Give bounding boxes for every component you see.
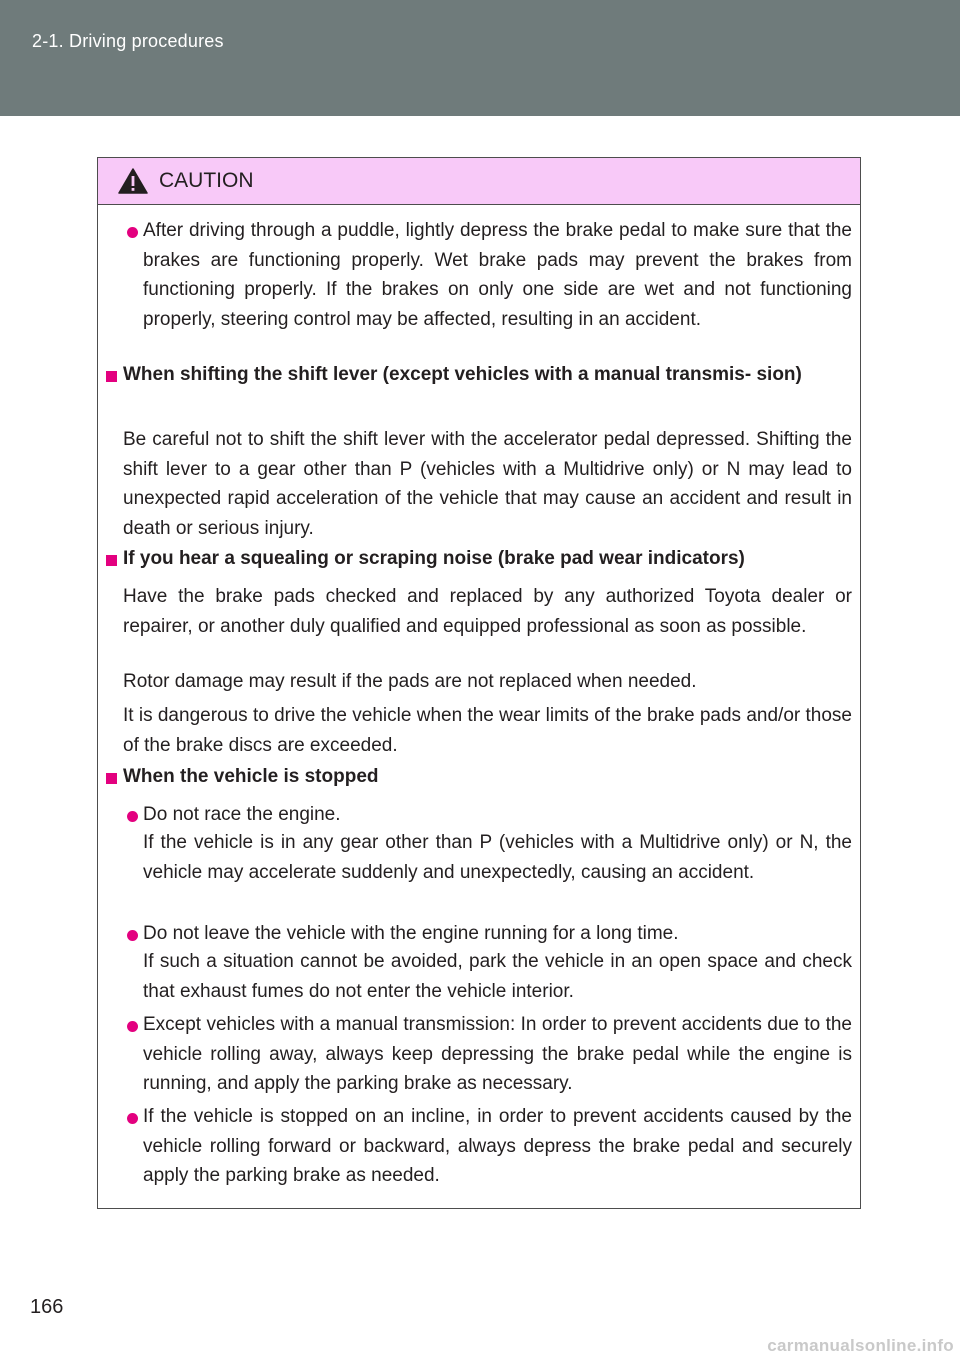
caution-paragraph: Have the brake pads checked and replaced by any authorized Toyota dealer or repairer, or another duly qualified and equipped professional as soon as possible. — [123, 586, 852, 637]
caution-paragraph: If such a situation cannot be avoided, park the vehicle in an open space and check that exhaust fumes do not enter the vehicle interior. — [143, 951, 852, 1002]
caution-paragraph: After driving through a puddle, lightly depress the brake pedal to make sure that the brakes are functioning properly. Wet brake pads may prevent the brakes from functioning properly. If the brakes on only one side are wet and not functioning properly, steering control may be affected, resulting in an accident. — [143, 220, 852, 330]
section-title: 2-1. Driving procedures — [32, 31, 224, 51]
caution-paragraph: If the vehicle is in any gear other than P (vehicles with a Multidrive only) or N, the vehicle may accelerate suddenly and unexpectedly, causing an accident. — [143, 832, 852, 883]
bullet-icon — [127, 1113, 138, 1124]
subheading: When the vehicle is stopped — [123, 766, 379, 787]
caution-header — [98, 158, 860, 205]
page-header — [0, 0, 960, 116]
section-bullet-icon — [106, 555, 117, 566]
caution-paragraph: It is dangerous to drive the vehicle when the wear limits of the brake pads and/or those of the brake discs are exceeded. — [123, 705, 852, 756]
bullet-icon — [127, 1021, 138, 1032]
bullet-icon — [127, 227, 138, 238]
subheading: When shifting the shift lever (except vehicles with a manual transmis- sion) — [123, 364, 802, 385]
watermark: carmanualsonline.info — [767, 1336, 954, 1355]
bullet-icon — [127, 930, 138, 941]
caution-paragraph: Rotor damage may result if the pads are not replaced when needed. — [123, 671, 697, 692]
section-bullet-icon — [106, 371, 117, 382]
section-bullet-icon — [106, 773, 117, 784]
page-number: 166 — [30, 1296, 64, 1318]
bullet-icon — [127, 811, 138, 822]
caution-paragraph: If the vehicle is stopped on an incline, in order to prevent accidents caused by the vehicle rolling forward or backward, always depress the brake pedal and securely apply the parking brake as needed. — [143, 1106, 852, 1186]
caution-paragraph: Except vehicles with a manual transmission: In order to prevent accidents due to the vehicle rolling away, always keep depressing the brake pedal while the engine is running, and apply the parking brake as necessary. — [143, 1014, 852, 1094]
warning-triangle-icon — [118, 168, 148, 194]
subheading: If you hear a squealing or scraping noise (brake pad wear indicators) — [123, 548, 745, 569]
caution-title: CAUTION — [159, 169, 254, 192]
caution-box — [97, 157, 861, 1209]
caution-paragraph: Be careful not to shift the shift lever with the accelerator pedal depressed. Shifting the shift lever to a gear other than P (vehicles with a Multidrive only) or N may lead to unexpected rapid acceleration of the vehicle that may cause an accident and result in death or serious injury. — [123, 429, 852, 539]
caution-paragraph: Do not race the engine. — [143, 804, 341, 825]
caution-paragraph: Do not leave the vehicle with the engine running for a long time. — [143, 923, 679, 944]
